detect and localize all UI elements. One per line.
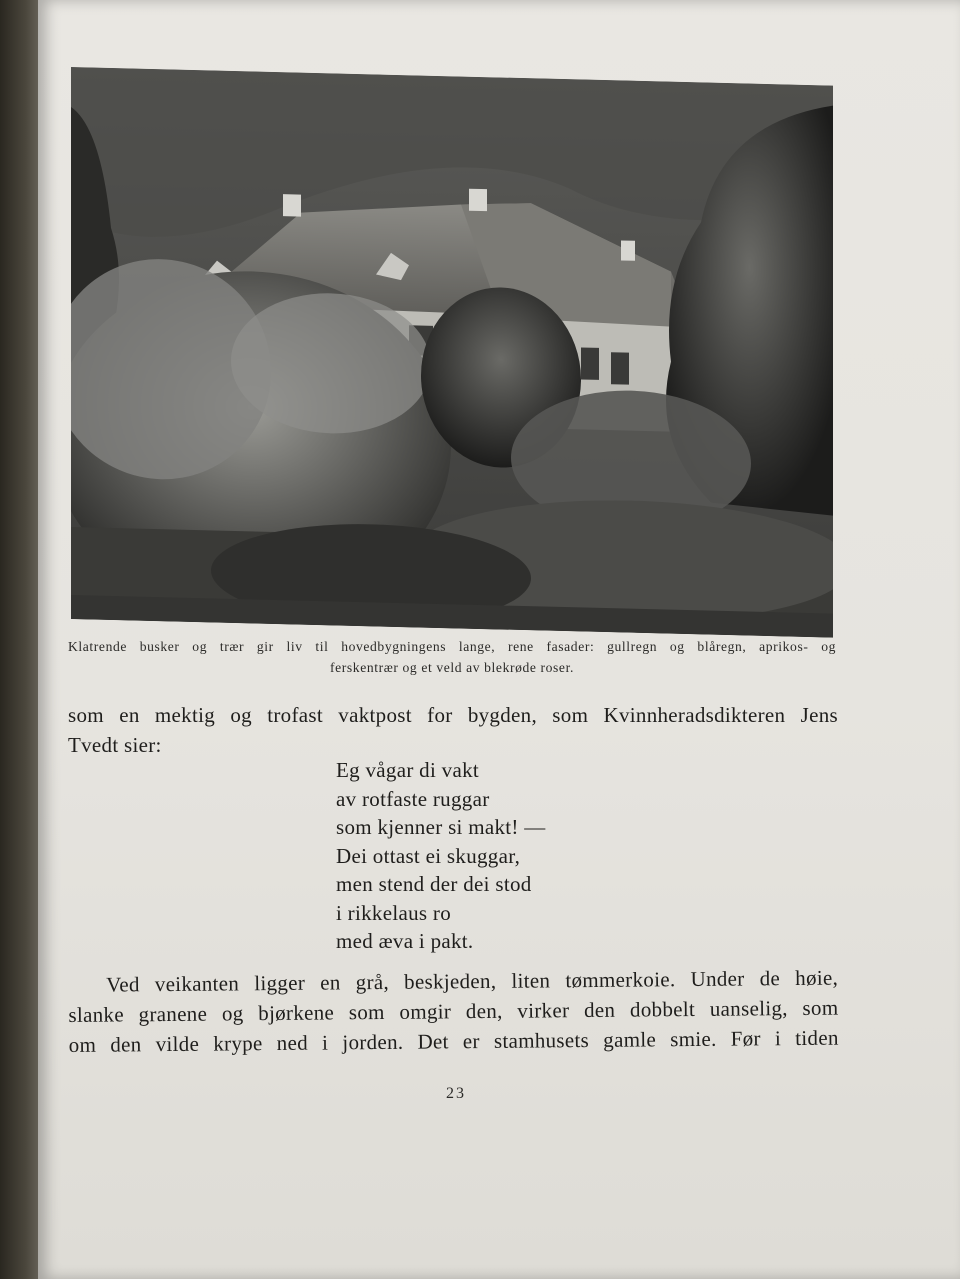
caption-line: ferskentrær og et veld av blekrøde roser. <box>330 660 574 675</box>
chimney <box>283 194 301 216</box>
page-number: 23 <box>446 1085 466 1102</box>
chimney <box>469 189 487 211</box>
poem-line: Eg vågar di vakt <box>336 758 480 782</box>
paragraph <box>68 700 838 760</box>
photo-illustration <box>71 67 833 638</box>
poem-line: i rikkelaus ro <box>336 900 452 925</box>
photo-caption <box>68 636 836 678</box>
chimney <box>621 240 635 260</box>
poem-line: av rotfaste ruggar <box>336 786 490 811</box>
poem-stanza <box>336 756 546 956</box>
text-line: om den vilde krype ned i jorden. Det er stamhusets gamle smie. Før i tiden <box>68 1025 839 1057</box>
text-line: Ved veikanten ligger en grå, beskjeden, liten tømmerkoie. Under de høie, <box>106 965 839 997</box>
photo-house-garden <box>71 67 833 638</box>
poem-line: men stend der dei stod <box>336 872 532 896</box>
text-line: slanke granene og bjørkene som omgir den, virker den dobbelt uanselig, som <box>68 995 839 1027</box>
poem-line: Dei ottast ei skuggar, <box>336 843 521 868</box>
poem-line: med æva i pakt. <box>336 929 474 953</box>
text-line: Tvedt sier: <box>68 733 162 757</box>
caption-line: Klatrende busker og trær gir liv til hovedbygningens lange, rene fasader: gullregn og blåregn, aprikos- og <box>68 639 836 654</box>
poem-line: som kjenner si makt! — <box>336 815 546 839</box>
book-binding-shadow <box>0 0 42 1279</box>
text-line: som en mektig og trofast vaktpost for bygden, som Kvinnheradsdikteren Jens <box>68 703 838 727</box>
paragraph <box>68 963 839 1060</box>
